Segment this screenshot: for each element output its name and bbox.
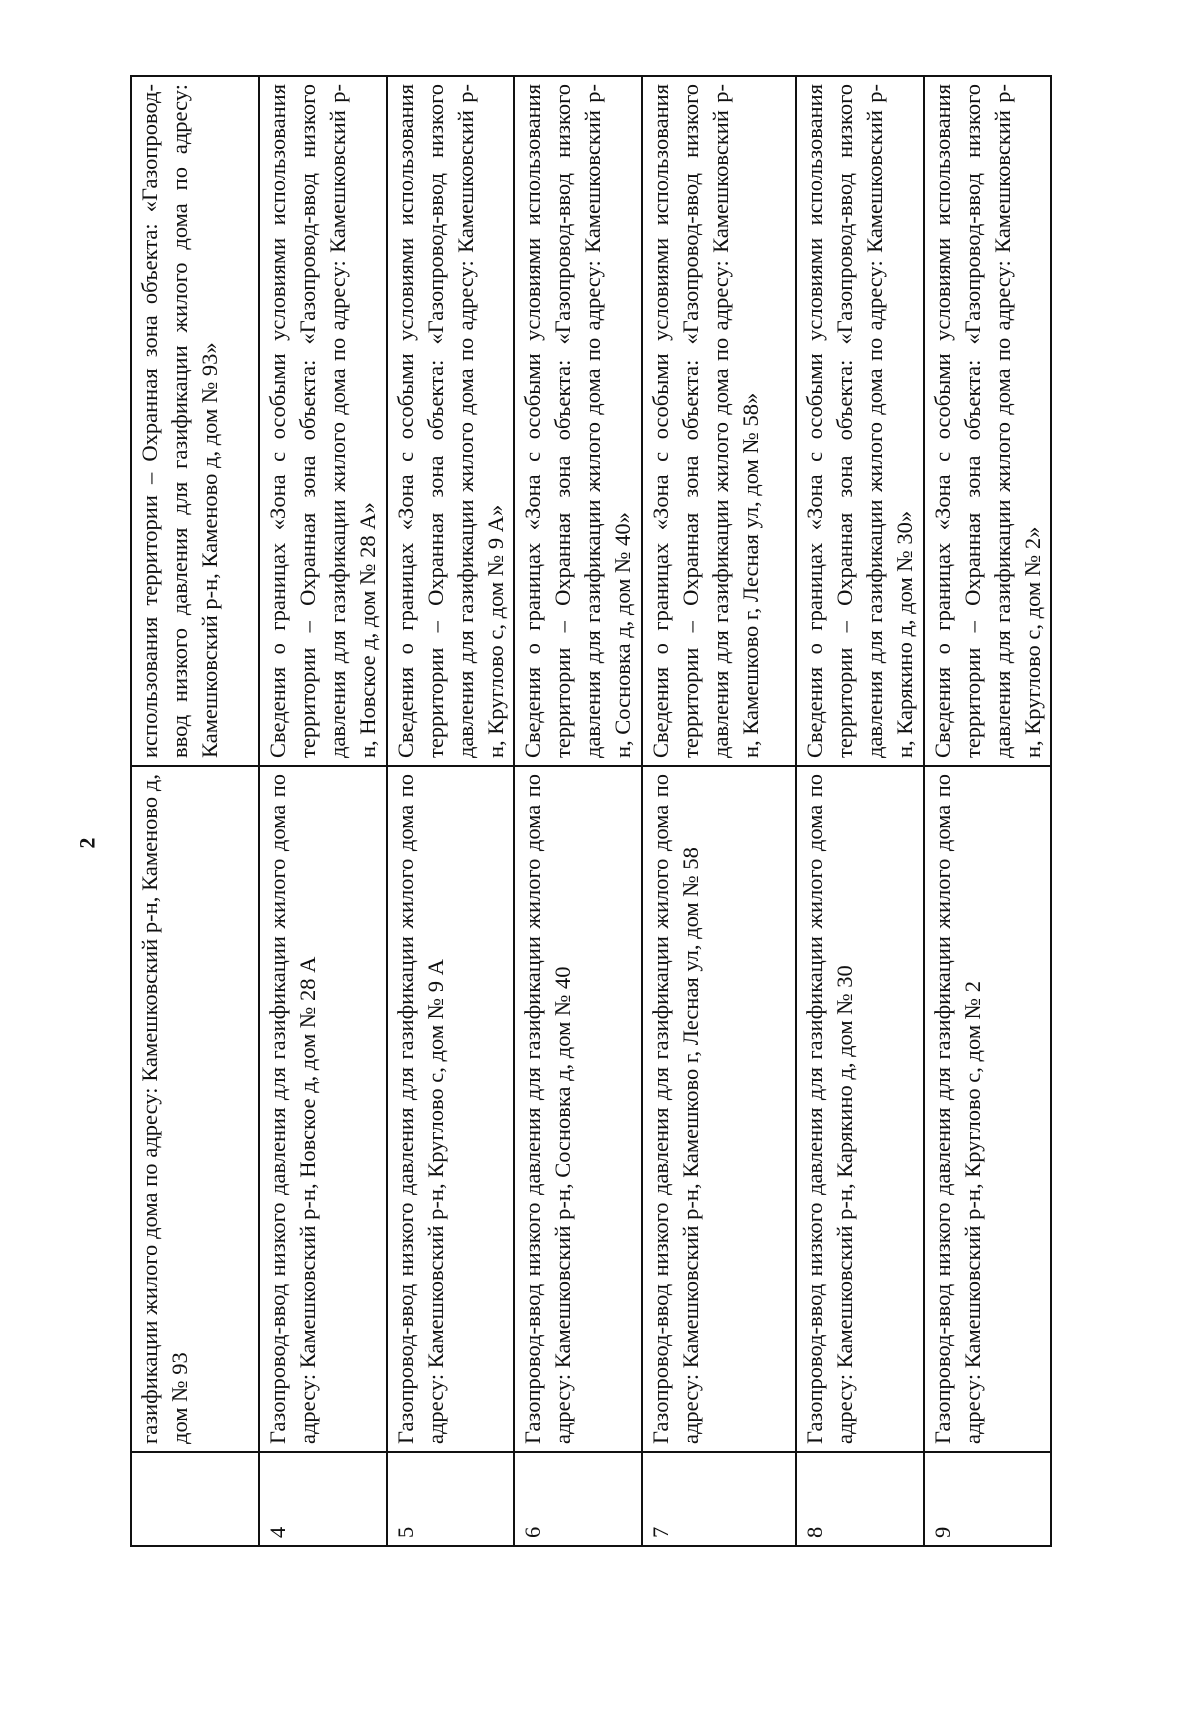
table-row: [924, 76, 1051, 1546]
table-row: [387, 76, 514, 1546]
row-number-cell: 4: [259, 1452, 386, 1546]
object-description-cell: газификации жилого дома по адресу: Камешковский р-н, Каменово д, дом № 93: [131, 766, 259, 1452]
table-row: [514, 76, 641, 1546]
row-number-cell: 8: [796, 1452, 923, 1546]
zone-info-cell: Сведения о границах «Зона с особыми условиями использования территории – Охранная зона объекта: «Газопровод-ввод низкого давления для газификации жилого дома по адресу: Камешковский р-н, Сосновка д, дом № 40»: [514, 76, 641, 766]
zone-info-cell: Сведения о границах «Зона с особыми условиями использования территории – Охранная зона объекта: «Газопровод-ввод низкого давления для газификации жилого дома по адресу: Камешковский р-н, Новское д, дом № 28 А»: [259, 76, 386, 766]
object-description-cell: Газопровод-ввод низкого давления для газификации жилого дома по адресу: Камешковский р-н, Круглово с, дом № 9 А: [387, 766, 514, 1452]
row-number-cell: 5: [387, 1452, 514, 1546]
page-number: 2: [74, 837, 100, 849]
table-row: [259, 76, 386, 1546]
zone-info-cell: Сведения о границах «Зона с особыми условиями использования территории – Охранная зона объекта: «Газопровод-ввод низкого давления для газификации жилого дома по адресу: Камешковский р-н, Карякино д, дом № 30»: [796, 76, 923, 766]
object-description-cell: Газопровод-ввод низкого давления для газификации жилого дома по адресу: Камешковский р-н, Сосновка д, дом № 40: [514, 766, 641, 1452]
zone-info-cell: использования территории – Охранная зона объекта: «Газопровод-ввод низкого давления для газификации жилого дома по адресу: Камешковский р-н, Каменово д, дом № 93»: [131, 76, 259, 766]
table-row: [131, 76, 259, 1546]
object-description-cell: Газопровод-ввод низкого давления для газификации жилого дома по адресу: Камешковский р-н, Круглово с, дом № 2: [924, 766, 1051, 1452]
table-row: [796, 76, 923, 1546]
zone-info-cell: Сведения о границах «Зона с особыми условиями использования территории – Охранная зона объекта: «Газопровод-ввод низкого давления для газификации жилого дома по адресу: Камешковский р-н, Круглово с, дом № 2»: [924, 76, 1051, 766]
table-row: [642, 76, 797, 1546]
zone-info-cell: Сведения о границах «Зона с особыми условиями использования территории – Охранная зона объекта: «Газопровод-ввод низкого давления для газификации жилого дома по адресу: Камешковский р-н, Камешково г, Лесная ул, дом № 58»: [642, 76, 797, 766]
zone-info-cell: Сведения о границах «Зона с особыми условиями использования территории – Охранная зона объекта: «Газопровод-ввод низкого давления для газификации жилого дома по адресу: Камешковский р-н, Круглово с, дом № 9 А»: [387, 76, 514, 766]
row-number-cell: 7: [642, 1452, 797, 1546]
row-number-cell: 6: [514, 1452, 641, 1546]
row-number-cell: [131, 1452, 259, 1546]
object-description-cell: Газопровод-ввод низкого давления для газификации жилого дома по адресу: Камешковский р-н, Карякино д, дом № 30: [796, 766, 923, 1452]
row-number-cell: 9: [924, 1452, 1051, 1546]
zones-table: [130, 75, 1052, 1547]
object-description-cell: Газопровод-ввод низкого давления для газификации жилого дома по адресу: Камешковский р-н, Новское д, дом № 28 А: [259, 766, 386, 1452]
rotated-table-container: [130, 77, 1052, 1547]
object-description-cell: Газопровод-ввод низкого давления для газификации жилого дома по адресу: Камешковский р-н, Камешково г, Лесная ул, дом № 58: [642, 766, 797, 1452]
